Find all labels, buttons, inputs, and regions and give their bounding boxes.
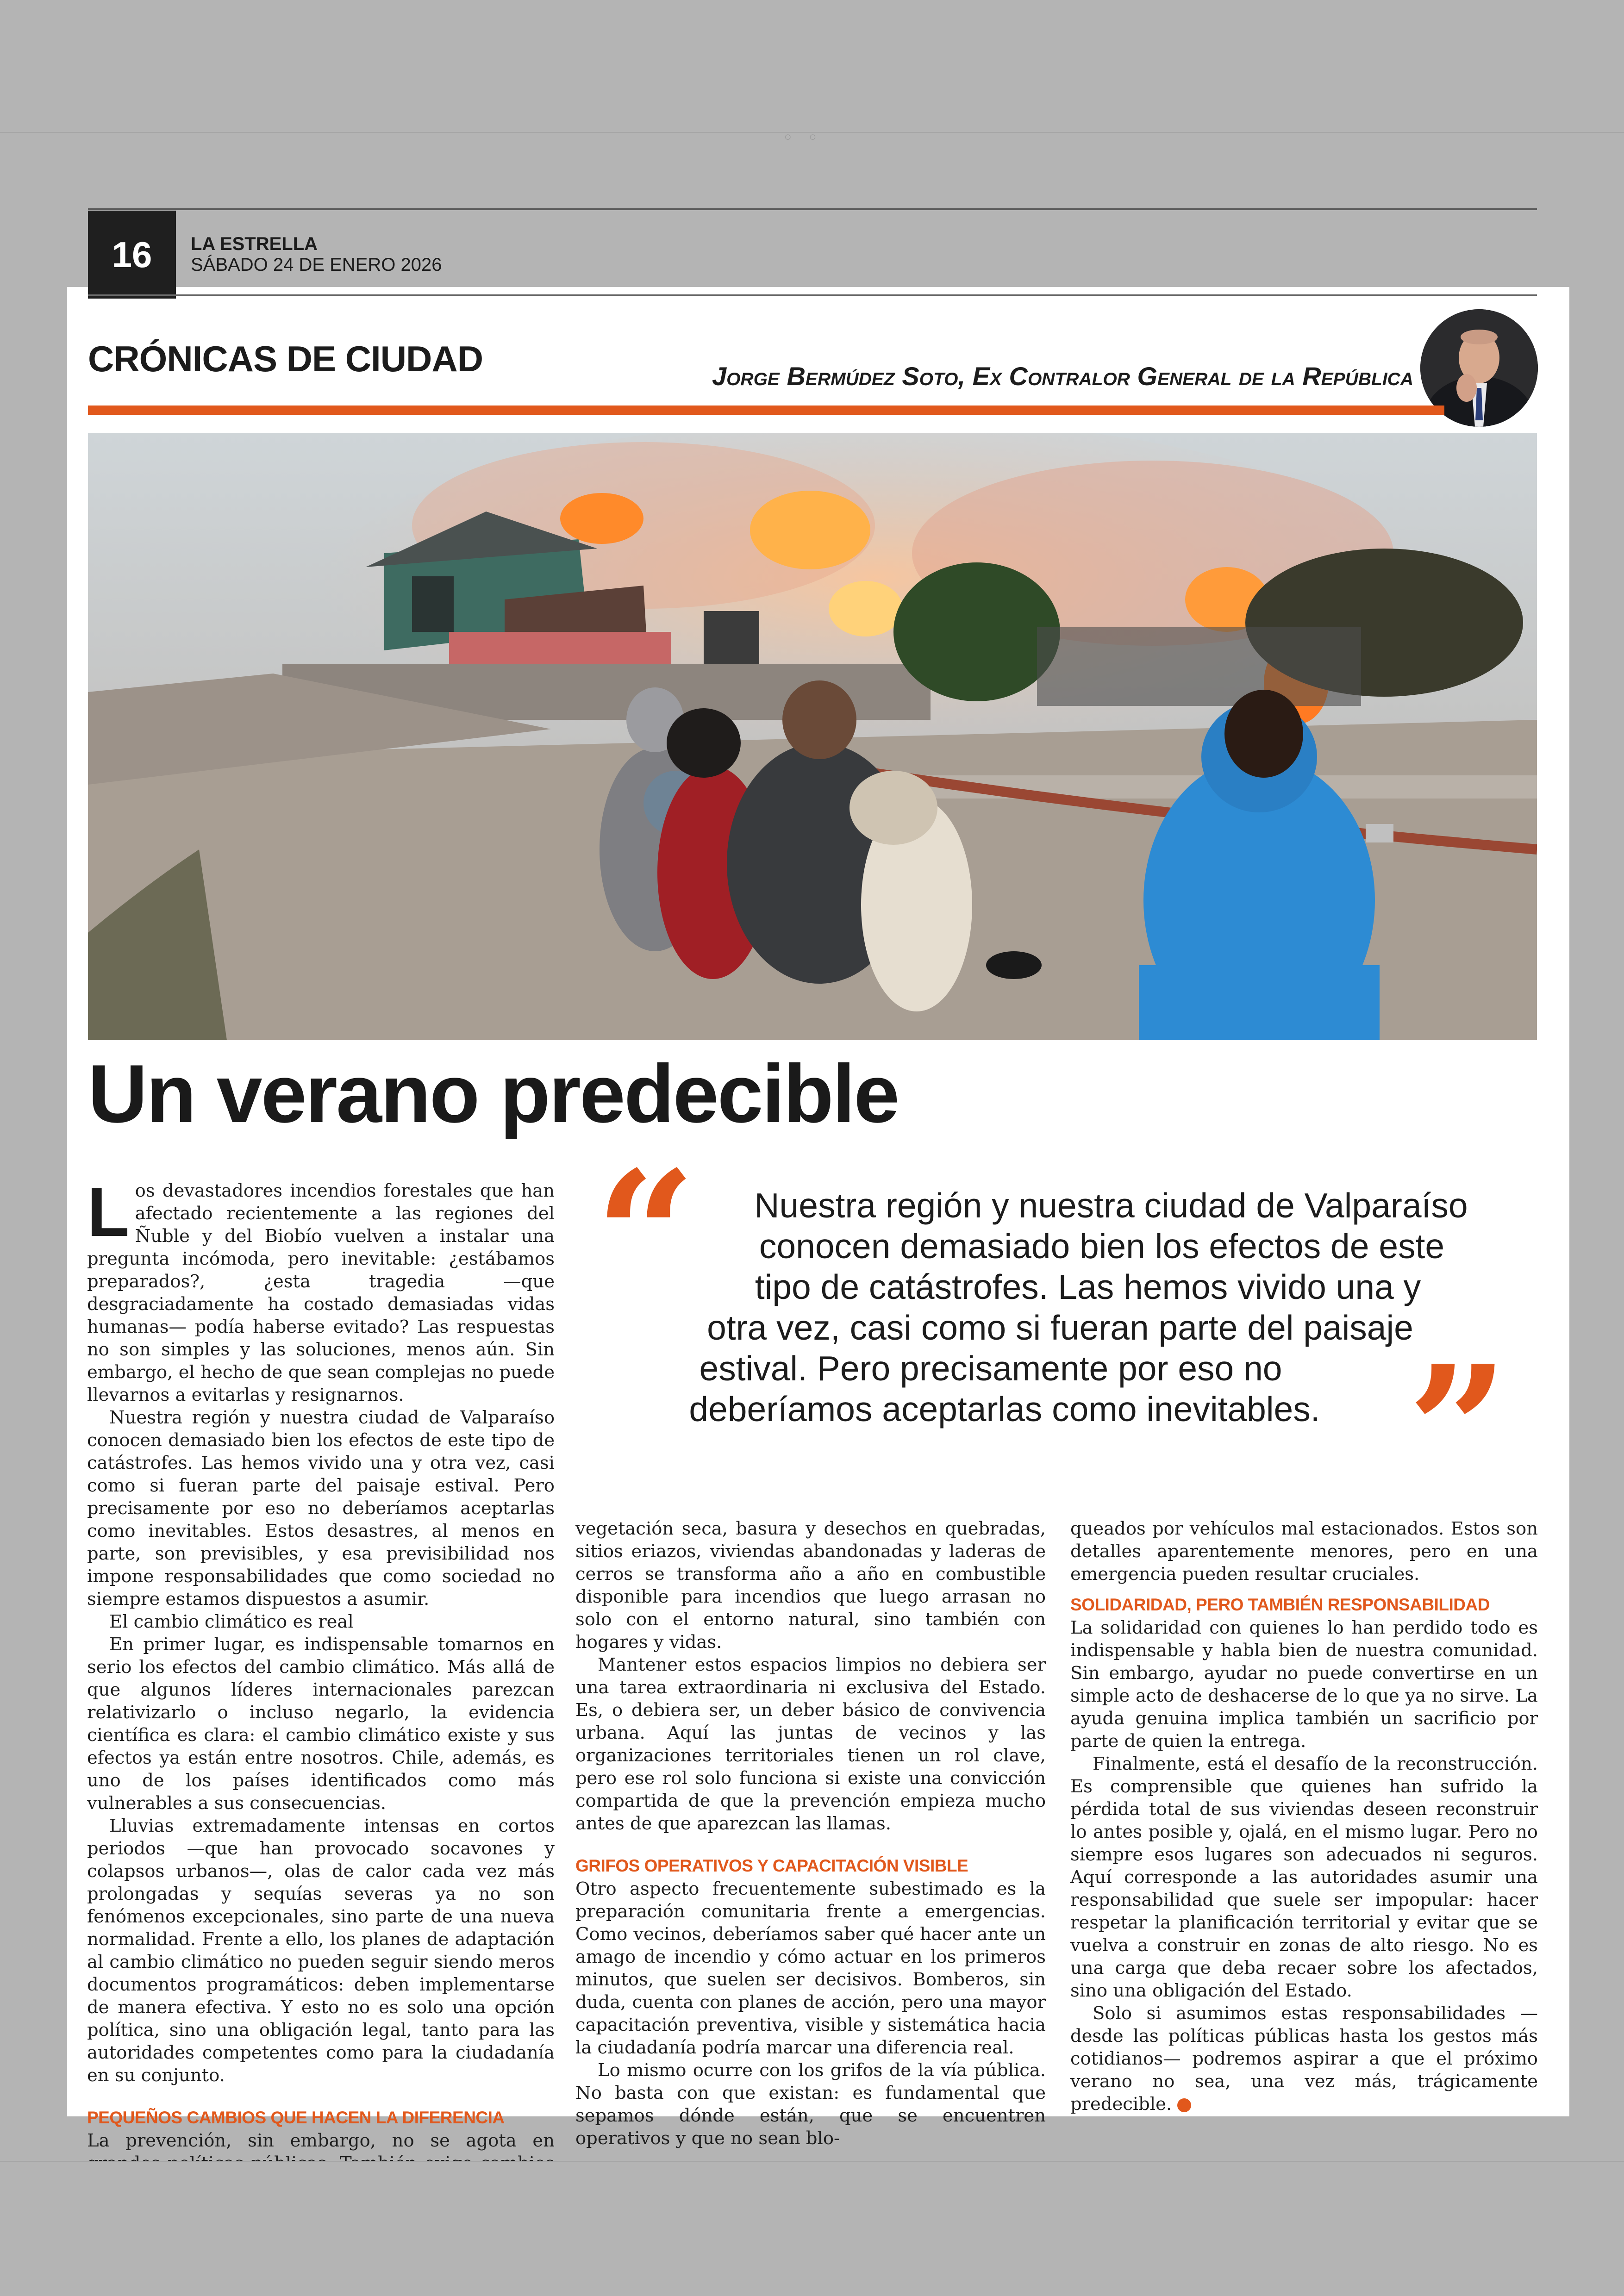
subheading: PEQUEÑOS CAMBIOS QUE HACEN LA DIFERENCIA: [87, 2108, 505, 2127]
viewer-bottom-band: [0, 2161, 1624, 2296]
quote-close-icon: ”: [1407, 1327, 1509, 1534]
end-mark-icon: ✪: [1177, 2098, 1191, 2112]
header-rule-top: [88, 208, 1537, 210]
paragraph: queados por vehículos mal estacionados. Estos son detalles aparentemente menores, pero en una emergencia pueden resultar cruciales.: [1070, 1518, 1538, 1585]
paragraph: Mantener estos espacios limpios no debiera ser una tarea extraordinaria ni exclusiva del Estado. Es, o debiera ser, un deber básico de convivencia urbana. Aquí las juntas de vecinos y las organizaciones territoriales tienen un rol clave, pero ese rol solo funciona si existe una convicción compartida de que la prevención empieza mucho antes de que aparezcan las llamas.: [575, 1654, 1046, 1834]
body-column-1: [87, 1173, 555, 2220]
quote-line: otra vez, casi como si fueran parte del paisaje: [707, 1308, 1413, 1347]
paragraph: Finalmente, está el desafío de la reconstrucción. Es comprensible que quienes han sufrido la pérdida total de sus viviendas deseen reconstruir lo antes posible y, ojalá, en el mismo lugar. Pero no siempre esos lugares son adecuados ni seguros. Aquí corresponde a las autoridades asumir una responsabilidad que suele ser impopular: hacer respetar la planificación territorial y evitar que se vuelva a construir en zonas de alto riesgo. No es una carga que deba recaer sobre los afectados, sino una obligación del Estado.: [1070, 1753, 1538, 2001]
fire-scene-illustration: [88, 433, 1537, 1040]
paper-name: LA ESTRELLA: [191, 234, 318, 254]
quote-line: deberíamos aceptarlas como inevitables.: [689, 1390, 1320, 1429]
quote-line: tipo de catástrofes. Las hemos vivido una y: [755, 1267, 1421, 1306]
section-title: CRÓNICAS DE CIUDAD: [88, 338, 483, 379]
quote-open-icon: “: [595, 1132, 696, 1339]
author-name: Jorge Bermúdez Soto, Ex Contralor General de la República: [712, 362, 1413, 391]
page-nav-dots[interactable]: ◦◦: [782, 127, 832, 149]
paragraph: Otro aspecto frecuentemente subestimado es la preparación comunitaria frente a emergencias. Como vecinos, deberíamos saber qué hacer ante un amago de incendio y cómo actuar en los primeros minutos, que suelen ser decisivos. Bomberos, sin duda, cuenta con planes de acción, pero una mayor capacitación preventiva, visible y sistemática hacia la ciudadanía podría marcar una diferencia real.: [575, 1878, 1046, 2058]
paragraph: La prevención, sin embargo, no se agota en: [87, 2130, 555, 2151]
paragraph: La solidaridad con quienes lo han perdido todo es indispensable y habla bien de nuestra comunidad. Sin embargo, ayudar no puede convertirse en un simple acto de deshacerse de lo que ya no sirve. La ayuda genuina implica también un sacrificio por parte de quien la entrega.: [1070, 1617, 1538, 1752]
paragraph: Lo mismo ocurre con los grifos de la vía pública. No basta con que existan: es fundamental que sepamos dónde están, que se encuentren operativos y que no sean blo-: [575, 2060, 1046, 2149]
quote-line: conocen demasiado bien los efectos de este: [759, 1227, 1445, 1266]
header-rule-bottom: [88, 294, 1537, 296]
subheading: SOLIDARIDAD, PERO TAMBIÉN RESPONSABILIDAD: [1070, 1595, 1490, 1614]
viewer-top-band: [0, 0, 1624, 133]
paragraph: Lluvias extremadamente intensas en cortos periodos —que han provocado socavones y colapsos urbanos—, olas de calor cada vez más prolongadas y sequías severas ya no son fenómenos excepcionales, sino parte de una nueva normalidad. Frente a ello, los planes de adaptación al cambio climático no pueden seguir siendo meros documentos programáticos: deben implementarse de manera efectiva. Y esto no es solo una opción política, sino una obligación legal, tanto para las autoridades competentes como para la ciudadanía en su conjunto.: [87, 1816, 555, 2086]
author-byline: [712, 361, 1413, 391]
body-column-3: [1070, 1517, 1538, 2115]
issue-date: SÁBADO 24 DE ENERO 2026: [191, 255, 442, 275]
fire-photo: [88, 433, 1537, 1040]
section-accent-rule: [88, 406, 1444, 415]
closing-text: Solo si asumimos estas responsabilidades —desde las políticas públicas hasta los gestos más cotidianos— podremos aspirar a que el próximo verano no sea, una vez más, trágicamente predecible.: [1070, 2003, 1538, 2115]
paragraph: Nuestra región y nuestra ciudad de Valparaíso conocen demasiado bien los efectos de este tipo de catástrofes. Las hemos vivido una y otra vez, casi como si fueran parte del paisaje estival. Pero precisamente por eso no deberíamos aceptarlas como inevitables. Estos desastres, al menos en parte, son previsibles, y esa previsibilidad nos impone responsabilidades que como sociedad no siempre estamos dispuestos a asumir.: [87, 1407, 555, 1610]
drop-cap: L: [87, 1173, 130, 1251]
quote-line: estival. Pero precisamente por eso no: [699, 1349, 1282, 1388]
pull-quote: [611, 1185, 1537, 1429]
paragraph: os devastadores incendios forestales que han afectado recientemente a las regiones del Ñuble y del Biobío vuelven a instalar una pregunta incómoda, pero inevitable: ¿estábamos preparados?, ¿esta tragedia —que desgraciadamente ha costado demasiadas vidas humanas— podía haberse evitado? Las respuestas no son simples y las soluciones, menos aún. Sin embargo, el hecho de que sean complejas no puede llevarnos a evitarlas y resignarnos.: [87, 1180, 555, 1405]
page-number: 16: [88, 211, 176, 299]
paragraph: vegetación seca, basura y desechos en quebradas, sitios eriazos, viviendas abandonadas y laderas de cerros se transforma año a año en combustible disponible para incendios que luego arrasan no solo con el entorno natural, sino también con hogares y vidas.: [575, 1518, 1046, 1653]
paragraph: El cambio climático es real: [109, 1611, 354, 1632]
paragraph: [1070, 2002, 1538, 2115]
headline: Un verano predecible: [88, 1048, 899, 1140]
subheading: GRIFOS OPERATIVOS Y CAPACITACIÓN VISIBLE: [575, 1856, 968, 1875]
body-column-2: [575, 1517, 1046, 2150]
quote-line: Nuestra región y nuestra ciudad de Valparaíso: [754, 1186, 1468, 1225]
paragraph: En primer lugar, es indispensable tomarnos en serio los efectos del cambio climático. Más allá de que algunos líderes internacionales parezcan relativizarlo o incluso negarlo, la evidencia científica es clara: el cambio climático existe y sus efectos ya están entre nosotros. Chile, además, es uno de los países identificados como más vulnerables a sus consecuencias.: [87, 1634, 555, 1814]
